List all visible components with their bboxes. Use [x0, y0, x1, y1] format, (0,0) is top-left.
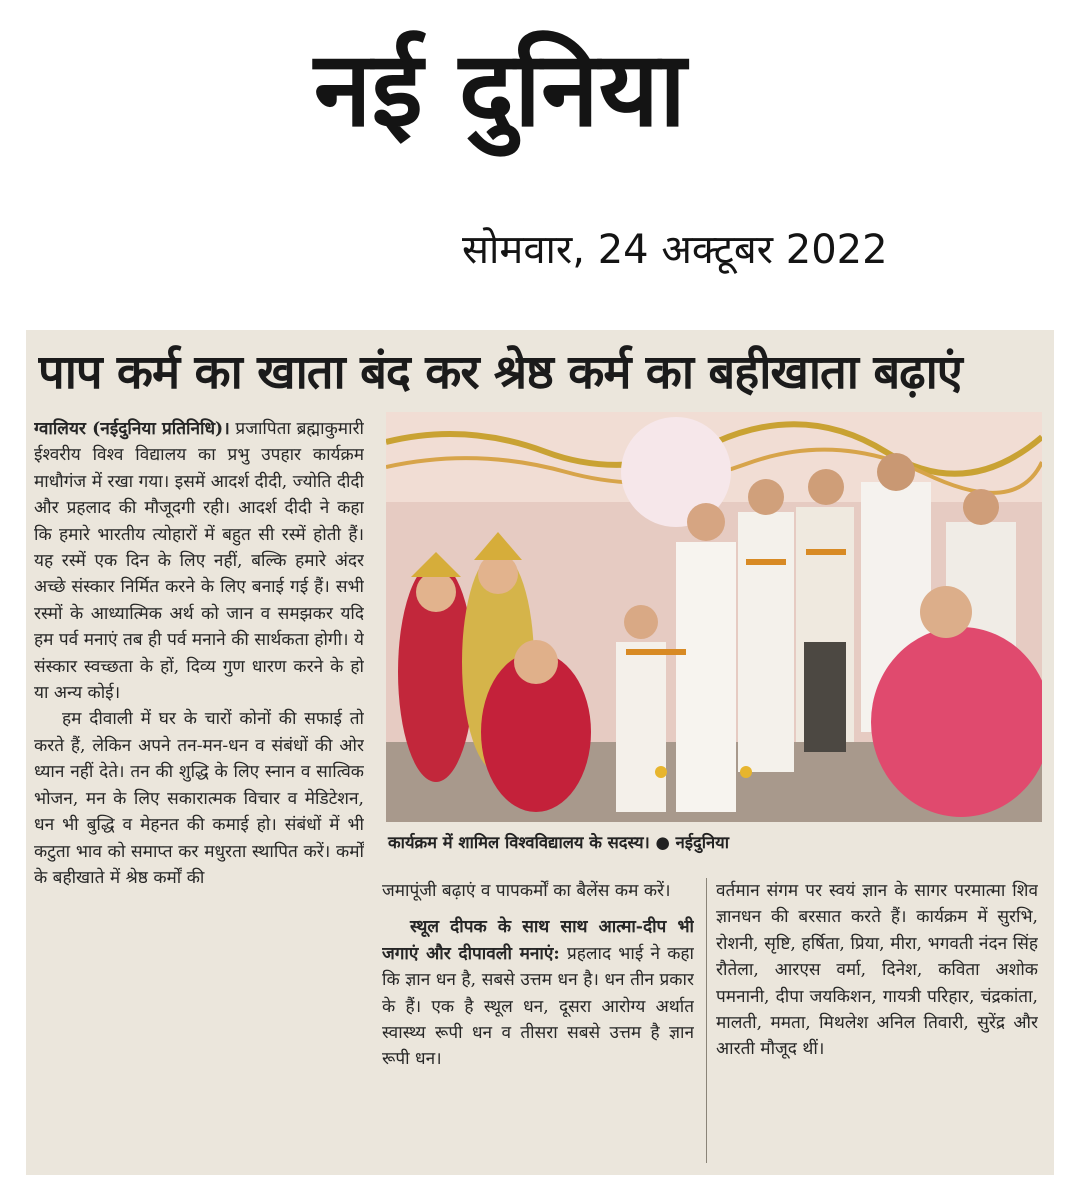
article-paragraph-1: प्रजापिता ब्रह्माकुमारी ईश्वरीय विश्व विद्यालय का प्रभु उपहार कार्यक्रम माधौगंज में रखा गया। इसमें आदर्श दीदी, ज्योति दीदी और प्रहलाद की मौजूदगी रही। आदर्श दीदी ने कहा कि हमारे भारतीय त्योहारों में बहुत सी रस्में होती हैं। यह रस्में एक दिन के लिए नहीं, बल्कि हमारे अंदर अच्छे संस्कार निर्मित करने के लिए बनाई गई हैं। सभी रस्मों के आध्यात्मिक अर्थ को जान व समझकर यदि हम पर्व मनाएं तब ही पर्व मनाने की सार्थकता होगी। ये संस्कार स्वच्छता के हों, दिव्य गुण धारण करने के हो या अन्य कोई। — [34, 419, 364, 704]
article-paragraph-4: प्रहलाद भाई ने कहा कि ज्ञान धन है, सबसे उत्तम धन है। धन तीन प्रकार के हैं। एक है स्थूल धन, दूसरा आरोग्य अर्थात स्वास्थ्य रूपी धन व तीसरा सबसे उत्तम है ज्ञान रूपी धन। — [382, 943, 694, 1070]
photo-caption: कार्यक्रम में शामिल विश्वविद्यालय के सदस्य। ● नईदुनिया — [388, 833, 729, 852]
article-subhead: स्थूल दीपक के साथ साथ आत्मा-दीप भी जगाएं और दीपावली मनाएं: — [382, 917, 694, 964]
article-headline: पाप कर्म का खाता बंद कर श्रेष्ठ कर्म का बहीखाता बढ़ाएं — [38, 345, 962, 400]
article-column-1 — [34, 416, 364, 1166]
column-divider — [706, 878, 707, 1163]
article-column-3 — [716, 878, 1038, 1168]
masthead-title: नई दुनिया — [313, 28, 687, 150]
article-dateline: ग्वालियर (नईदुनिया प्रतिनिधि)। — [34, 419, 230, 439]
article-paragraph-5: वर्तमान संगम पर स्वयं ज्ञान के सागर परमात्मा शिव ज्ञानधन की बरसात करते हैं। कार्यक्रम में सुरभि, रोशनी, सृष्टि, हर्षिता, प्रिया, मीरा, भगवती नंदन सिंह रौतेला, आरएस वर्मा, दिनेश, कविता अशोक पमनानी, दीपा जयकिशन, गायत्री परिहार, चंद्रकांता, मालती, ममता, मिथलेश अनिल तिवारी, सुरेंद्र और आरती मौजूद थीं। — [716, 881, 1038, 1060]
newspaper-clipping — [26, 330, 1054, 1175]
article-paragraph-2: हम दीवाली में घर के चारों कोनों की सफाई तो करते हैं, लेकिन अपने तन-मन-धन व संबंधों की ओर ध्यान नहीं देते। तन की शुद्धि के लिए स्नान व सात्विक भोजन, मन के लिए सकारात्मक विचार व मेडिटेशन, धन भी बुद्धि व मेहनत की कमाई हो। संबंधों में भी कटुता भाव को समाप्त कर मधुरता स्थापित करें। कर्मों के बहीखाते में श्रेष्ठ कर्मों की — [34, 709, 364, 888]
publication-date: सोमवार, 24 अक्टूबर 2022 — [462, 227, 888, 273]
article-paragraph-3: जमापूंजी बढ़ाएं व पापकर्मों का बैलेंस कम करें। — [382, 881, 671, 901]
event-photo — [386, 412, 1042, 822]
article-column-2 — [382, 878, 694, 1168]
event-photo-illustration — [386, 412, 1042, 822]
